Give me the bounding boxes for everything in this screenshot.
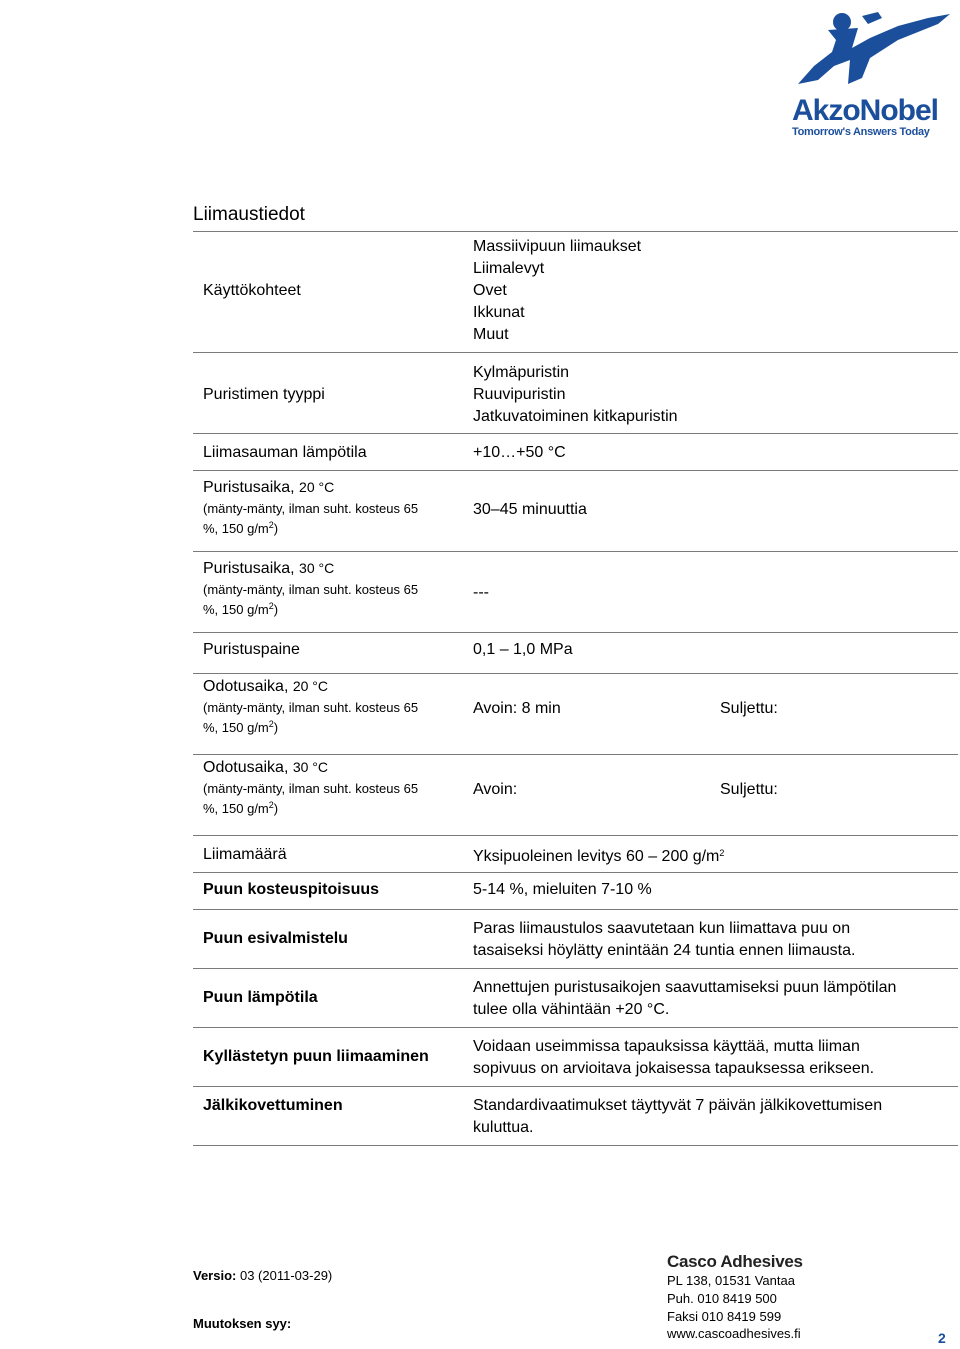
press-time-30-value: ---	[473, 584, 489, 601]
row-press-type	[193, 353, 958, 434]
wait-time-20-open: Avoin: 8 min	[473, 700, 561, 717]
row-wait-time-20	[193, 673, 958, 755]
wait-time-30-open: Avoin:	[473, 781, 518, 798]
post-curing-value: Standardivaatimukset täyttyvät 7 päivän jälkikovettumisen kuluttua.	[473, 1097, 883, 1136]
version-label: Versio:	[193, 1268, 237, 1283]
row-wood-preparation	[193, 910, 958, 969]
press-pressure-label: Puristuspaine	[203, 641, 300, 658]
treated-wood-value: Voidaan useimmissa tapauksissa käyttää, mutta liiman sopivuus on arvioitava jokaisessa tapauksessa erikseen.	[473, 1038, 875, 1077]
press-pressure-value: 0,1 ‒ 1,0 MPa	[473, 641, 573, 658]
brand-tagline: Tomorrow's Answers Today	[792, 126, 930, 138]
wood-moisture-label: Puun kosteuspitoisuus	[203, 881, 380, 898]
glue-data-table	[193, 231, 958, 1146]
glueline-temp-value: +10…+50 °C	[473, 444, 566, 461]
company-website[interactable]: www.cascoadhesives.fi	[667, 1326, 801, 1341]
change-reason-label: Muutoksen syy:	[193, 1316, 292, 1331]
press-type-values	[473, 362, 678, 428]
applications-value-1: Massiivipuun liimaukset	[473, 238, 642, 255]
press-type-label: Puristimen tyyppi	[203, 386, 325, 403]
applications-value-2: Liimalevyt	[473, 260, 545, 277]
akzonobel-logo	[778, 8, 950, 138]
wood-temperature-value: Annettujen puristusaikojen saavuttamiseksi puun lämpötilan tulee olla vähintään +20 °C.	[473, 979, 897, 1018]
applications-value-5: Muut	[473, 326, 509, 343]
press-time-30-label: Puristusaika, 30 °C (mänty-mänty, ilman suht. kosteus 65 %, 150 $g/m^2$)	[203, 560, 419, 617]
company-address: PL 138, 01531 Vantaa	[667, 1273, 795, 1288]
wait-time-30-closed: Suljettu:	[720, 781, 778, 798]
press-time-20-value: 30‒45 minuuttia	[473, 501, 587, 518]
row-press-pressure	[193, 633, 958, 673]
wood-temperature-label: Puun lämpötila	[203, 989, 318, 1006]
glue-amount-value: Yksipuoleinen levitys 60 ‒ 200 $g/m^2$	[473, 848, 725, 865]
wood-moisture-value: 5-14 %, mieluiten 7-10 %	[473, 881, 652, 898]
applications-value-4: Ikkunat	[473, 304, 525, 321]
applications-value-3: Ovet	[473, 282, 507, 299]
press-type-value-1: Kylmäpuristin	[473, 364, 570, 381]
treated-wood-label: Kyllästetyn puun liimaaminen	[203, 1048, 429, 1065]
applications-label: Käyttökohteet	[203, 282, 301, 299]
row-glueline-temp	[193, 434, 958, 471]
row-wood-moisture	[193, 873, 958, 910]
section-title: Liimaustiedot	[193, 204, 305, 225]
wood-preparation-value: Paras liimaustulos saavutetaan kun liimattava puu on tasaiseksi höylätty enintään 24 tuntia ennen liimausta.	[473, 920, 856, 959]
page-number: 2	[938, 1330, 946, 1346]
row-wood-temperature	[193, 969, 958, 1028]
press-type-value-3: Jatkuvatoiminen kitkapuristin	[473, 408, 678, 425]
company-fax: Faksi 010 8419 599	[667, 1309, 782, 1324]
company-name: Casco Adhesives	[667, 1252, 803, 1271]
post-curing-label: Jälkikovettuminen	[203, 1097, 343, 1114]
glueline-temp-label: Liimasauman lämpötila	[203, 444, 367, 461]
akzonobel-figure-icon	[778, 8, 950, 94]
row-post-curing	[193, 1087, 958, 1146]
row-glue-amount	[193, 836, 958, 873]
version-line	[193, 1268, 332, 1283]
wait-time-20-label: Odotusaika, 20 °C (mänty-mänty, ilman suht. kosteus 65 %, 150 $g/m^2$)	[203, 678, 419, 735]
glue-amount-label: Liimamäärä	[203, 846, 287, 863]
wait-time-30-label: Odotusaika, 30 °C (mänty-mänty, ilman suht. kosteus 65 %, 150 $g/m^2$)	[203, 759, 419, 816]
version-value: 03 (2011-03-29)	[239, 1268, 333, 1283]
applications-values	[473, 236, 641, 346]
row-press-time-30	[193, 552, 958, 633]
company-phone: Puh. 010 8419 500	[667, 1291, 777, 1306]
press-type-value-2: Ruuvipuristin	[473, 386, 566, 403]
wait-time-20-closed: Suljettu:	[720, 700, 778, 717]
row-wait-time-30	[193, 755, 958, 836]
row-applications	[193, 231, 958, 353]
press-time-20-label: Puristusaika, 20 °C (mänty-mänty, ilman suht. kosteus 65 %, 150 $g/m^2$)	[203, 479, 419, 536]
wood-preparation-label: Puun esivalmistelu	[203, 930, 348, 947]
brand-name: AkzoNobel	[792, 94, 939, 127]
row-press-time-20	[193, 471, 958, 552]
row-treated-wood	[193, 1028, 958, 1087]
